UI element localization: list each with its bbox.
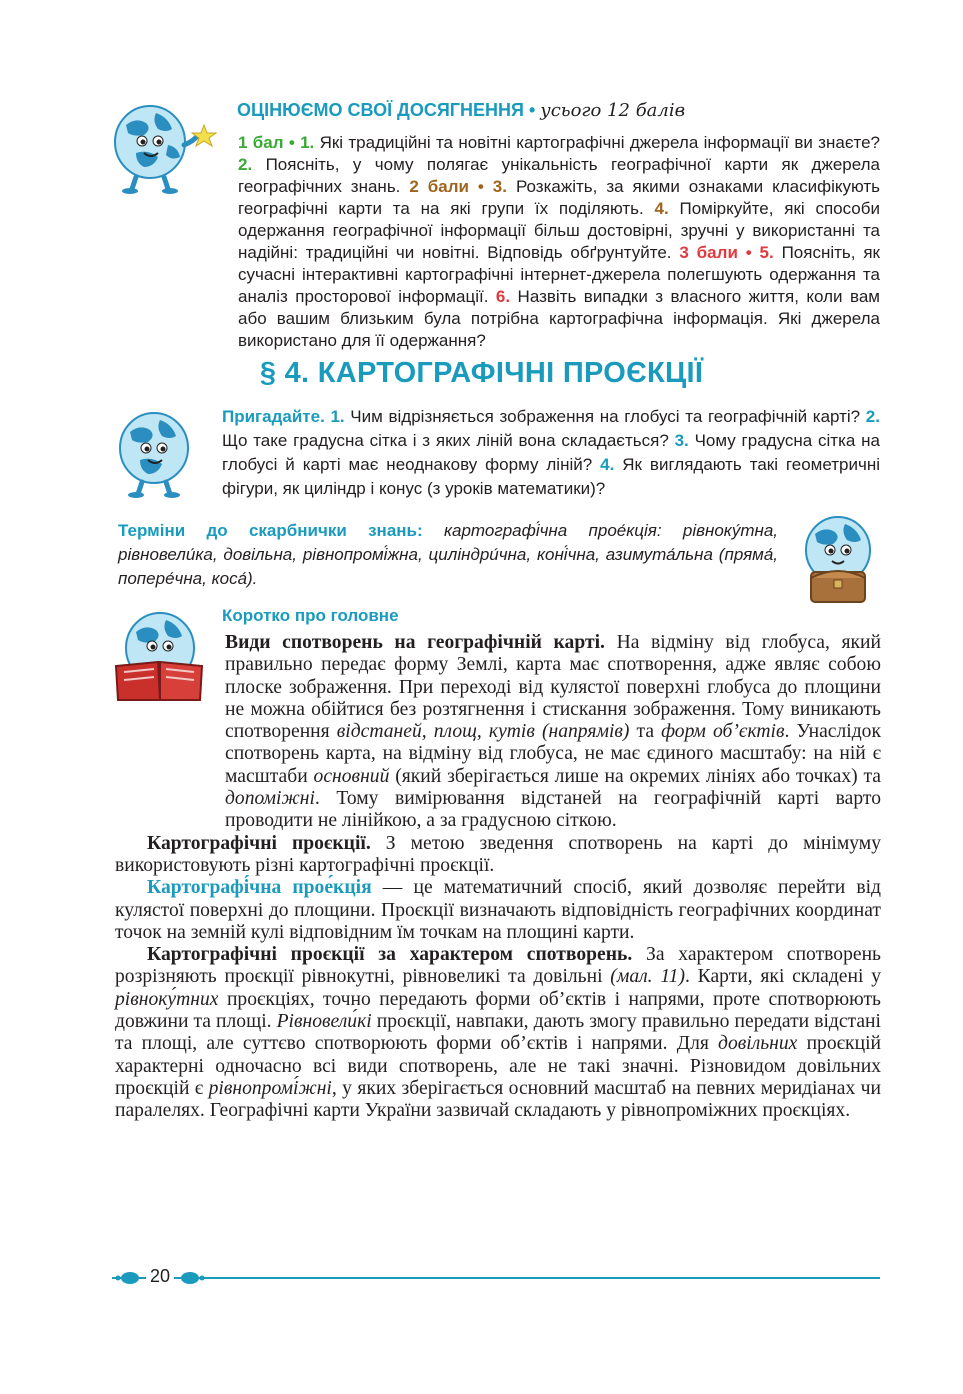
recall-question-4: Як виглядають такі геометричні фігури, як циліндр і конус (з уроків математики)? [222, 455, 880, 498]
question-2-number: 2. [238, 155, 253, 174]
heading-distortions: Види спотворень на географічній карті. [225, 632, 605, 653]
main-text [115, 632, 881, 1123]
recall-number-4: 4. [600, 455, 615, 474]
question-5: Поясніть, як сучасні інтерактивні картографічні інтернет-джерела полегшують одержання та аналіз просторової інформації. [238, 243, 880, 306]
recall-question-3: Чому градусна сітка на глобусі й карті має неоднакову форму ліній? [222, 431, 880, 474]
assessment-bullet: • [523, 100, 541, 120]
score-2: 2 бали • 3. [409, 177, 507, 196]
text-4-italic-3: довільних [718, 1033, 798, 1055]
recall-question-2: Що таке градусна сітка і з яких ліній вона складається? [222, 431, 675, 450]
brief-title: Коротко про головне [222, 606, 399, 625]
question-3: Розкажіть, за якими ознаками класифікують географічні карти та на які групи їх поділяють. [238, 177, 880, 218]
assessment-title-text: ОЦІНЮЄМО СВОЇ ДОСЯГНЕННЯ [237, 100, 524, 120]
question-1: Які традиційні та новітні картографічні джерела інформації ви знаєте? [314, 133, 880, 152]
text-1-italic: відстаней, площ, кутів (напрямів) [336, 721, 630, 743]
question-4-number: 4. [654, 199, 669, 218]
paragraph-distortions [115, 632, 881, 833]
assessment-total: усього 12 балів [540, 100, 686, 121]
recall-label: Пригадайте. 1. [222, 407, 345, 426]
recall-number-3: 3. [674, 431, 689, 450]
text-4f: , у яких зберігається основний масштаб на певних меридіанах чи паралелях. Географічні карти України зазвичай складають у рівнопроміжних проєкціях. [115, 1077, 881, 1122]
text-4-italic-4: рівнопромі́жні [208, 1077, 332, 1099]
recall-question-1: Чим відрізняється зображення на глобусі та географічній карті? [344, 407, 866, 426]
paragraph-distortion-types [115, 944, 881, 1122]
text-1-italic-4: допоміжні [225, 788, 315, 810]
question-2: Поясніть, у чому полягає унікальність географічної карти як джерела географічних знань. [238, 155, 880, 196]
question-4: Поміркуйте, які способи одержання географічної інформації більш достовірні, зручні у використанні та надійні: традиційні чи новітні. Відповідь обґрунтуйте. [238, 199, 880, 262]
text-1c: . Унаслідок спотворень карта, на відміну від глобуса, не має єдиного масштабу: на ній є масштаби [225, 721, 882, 787]
globe-mascot-chest-icon [793, 512, 883, 607]
question-6: Назвіть випадки з власного життя, коли вам або вашим близьким була потрібна картографічна інформація. Які джерела використано для її одержання? [238, 287, 880, 350]
text-1d: (який зберігається лише на окремих лініях або точках) та [389, 765, 881, 787]
text-4-italic-1: рівноку́тних [115, 988, 219, 1010]
assessment-indented [118, 132, 880, 352]
text-1-italic-3: основний [313, 765, 390, 787]
text-1-italic-2: форм об’єктів [661, 721, 785, 743]
terms-block [118, 519, 778, 591]
recall-questions [222, 405, 880, 501]
text-4d: проєкції, навпаки, дають змогу правильно передати відстані та площі, але суттєво спотворюють форми об’єктів і напрями. Для [115, 1011, 881, 1055]
paragraph-definition [115, 877, 881, 944]
figure-reference: (мал. 11) [610, 966, 685, 988]
footer-line [125, 1277, 880, 1279]
text-1b: та [629, 721, 662, 743]
paragraph-projections [115, 833, 881, 878]
assessment-title [237, 100, 685, 121]
text-2: З метою зведення спотворень на карті до мінімуму використовують різні картографічні проєкції. [115, 832, 881, 876]
text-1a: На відміну від глобуса, який правильно передає форму Землі, карта має спотворення, адже являє собою плоске зображення. При переході від кулястої поверхні глобуса до площини не можна обійтися без розтягнення і стискання зображення. Тому виникають спотворення [225, 632, 882, 743]
text-4a: За характером спотворень розрізняють проєкції рівнокутні, рівновеликі та довільні [115, 944, 881, 988]
footer-ornament-left-icon [112, 1270, 142, 1291]
text-4e: проєкцій характерні одночасно всі види спотворень, але не такі значні. Різновидом довільних проєкцій є [115, 1033, 881, 1099]
globe-mascot-icon [112, 404, 197, 499]
page-number: 20 [146, 1266, 174, 1287]
score-1: 1 бал • 1. [238, 133, 315, 152]
text-1e: . Тому вимірювання відстаней на географічній карті варто проводити не лінійкою, а за градусною сіткою. [225, 788, 881, 832]
score-3: 3 бали • 5. [679, 243, 774, 262]
heading-projections: Картографічні проєкції. [147, 832, 371, 854]
text-3: — це математичний спосіб, який дозволяє перейти від кулястої поверхні до площини. Проєкції визначають відповідність географічних координат точок на земній кулі відповідним їм точкам на площині карти. [115, 877, 881, 943]
text-4b: . Карти, які складені у [685, 966, 881, 988]
heading-distortion-types: Картографічні проєкції за характером спотворень. [147, 944, 633, 966]
terms-text: картографі́чна прое́кція: рівноку́тна, рівновели́ка, довільна, рівнопромі́жна, циліндри́чна, коні́чна, азимута́льна (пряма́, попере́чна, коса́). [118, 521, 779, 588]
question-6-number: 6. [495, 287, 511, 306]
section-title: § 4. КАРТОГРАФІЧНІ ПРОЄКЦІЇ [259, 357, 704, 389]
recall-number-2: 2. [865, 407, 880, 426]
footer-ornament-right-icon [178, 1270, 208, 1291]
text-4-italic-2: Рівновели́кі [276, 1011, 372, 1033]
definition-term: Картографі́чна прое́кція [147, 877, 372, 899]
text-4c: проєкціях, точно передають форми об’єктів і напрями, проте спотворюють довжини та площі. [115, 988, 881, 1033]
assessment-questions [118, 132, 880, 352]
terms-label: Терміни до скарбнички знань: [118, 521, 423, 540]
